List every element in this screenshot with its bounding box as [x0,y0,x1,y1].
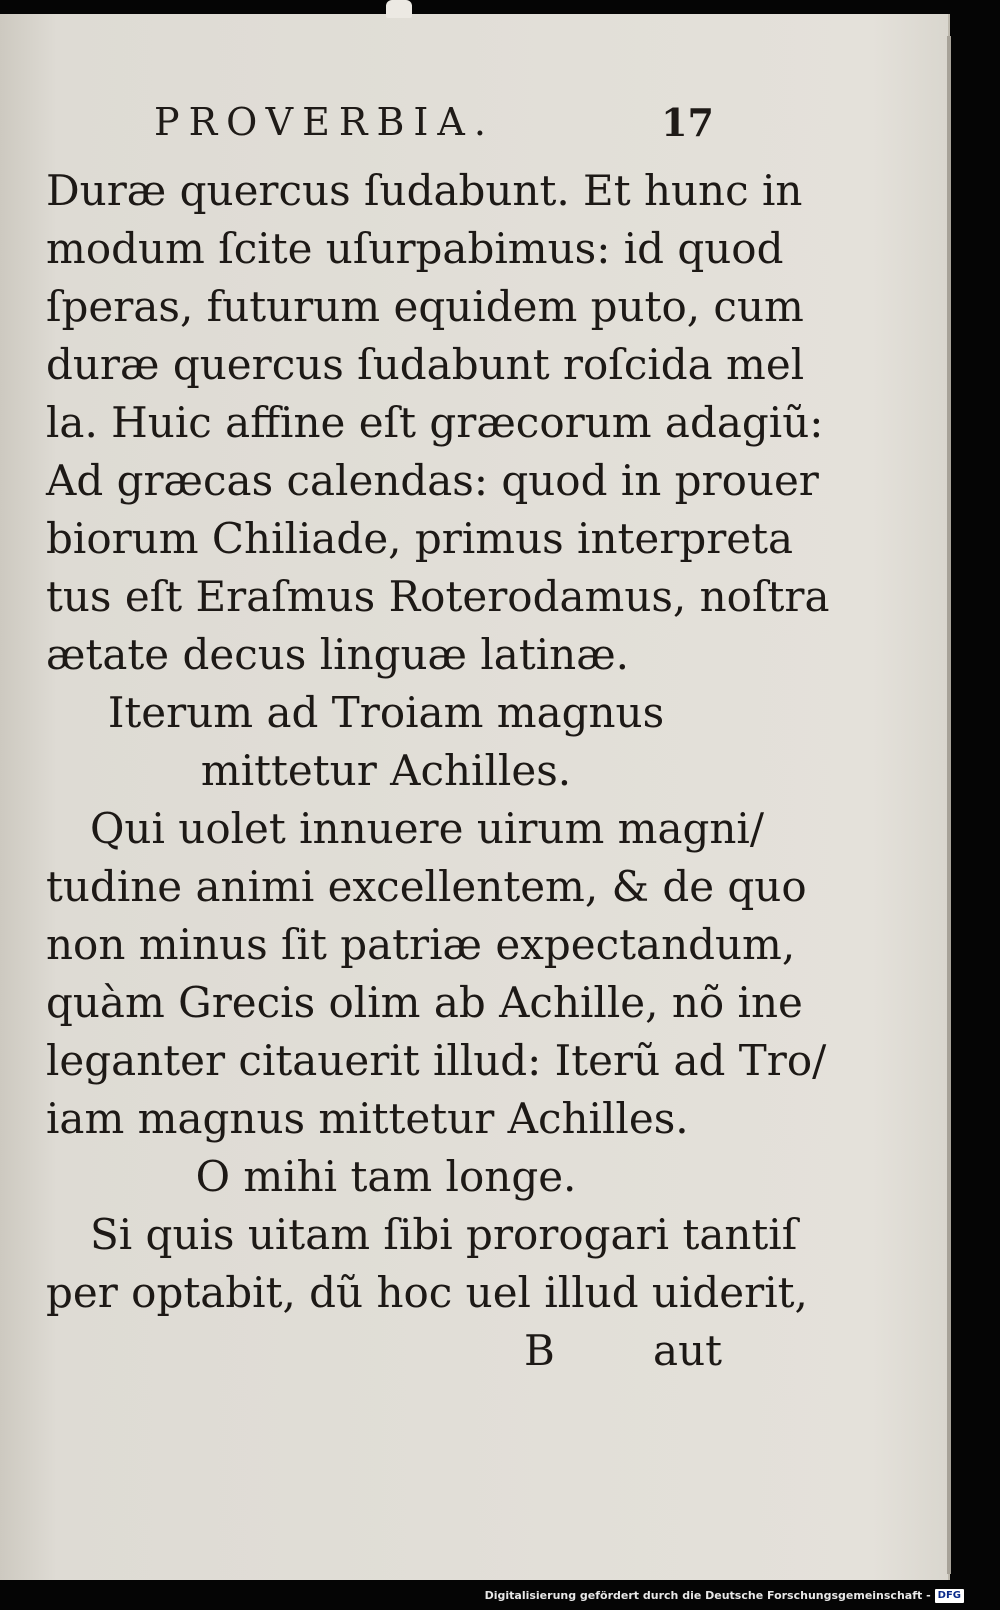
text-line: ætate decus linguæ latinæ. [46,630,630,679]
proverb-heading: mittetur Achilles. [200,746,572,795]
signature-row [46,1326,726,1384]
text-block [46,162,830,1322]
proverb-heading: O mihi tam longe. [195,1152,577,1201]
text-line: la. Huic affine eſt græcorum adagiũ: [46,398,824,447]
text-line: Ad græcas calendas: quod in prouer [46,456,819,505]
catchword: aut [653,1326,722,1375]
running-head [154,100,714,150]
signature-mark: B [524,1326,555,1375]
text-line: non minus ſit patriæ expectandum, [46,920,796,969]
page-number: 17 [661,100,714,145]
book-page [0,14,950,1580]
digitization-credit [485,1586,964,1606]
text-line: ſperas, futurum equidem puto, cum [46,282,804,331]
text-line: quàm Grecis olim ab Achille, nõ ine [46,978,803,1027]
page-tab-marker [386,0,412,18]
text-line: modum ſcite uſurpabimus: id quod [46,224,784,273]
page-edge [947,36,951,1574]
text-line: biorum Chiliade, primus interpreta [46,514,794,563]
text-line: Qui uolet innuere uirum magni/ [90,804,765,853]
text-line: duræ quercus ſudabunt roſcida mel [46,340,805,389]
proverb-heading: Iterum ad Troiam magnus [107,688,665,737]
text-line: Si quis uitam ſibi prorogari tantiſ [90,1210,798,1259]
text-line: Duræ quercus ſudabunt. Et hunc in [46,166,803,215]
text-line: iam magnus mittetur Achilles. [46,1094,689,1143]
dfg-logo: DFG [935,1589,964,1603]
text-line: tudine animi excellentem, & de quo [46,862,807,911]
running-title: PROVERBIA. [154,100,495,144]
text-line: per optabit, dũ hoc uel illud uiderit, [46,1268,808,1317]
text-line: leganter citauerit illud: Iterũ ad Tro/ [46,1036,827,1085]
text-line: tus eſt Eraſmus Roterodamus, noſtra [46,572,830,621]
credit-text: Digitalisierung gefördert durch die Deutsche Forschungsgemeinschaft - [484,1589,931,1602]
